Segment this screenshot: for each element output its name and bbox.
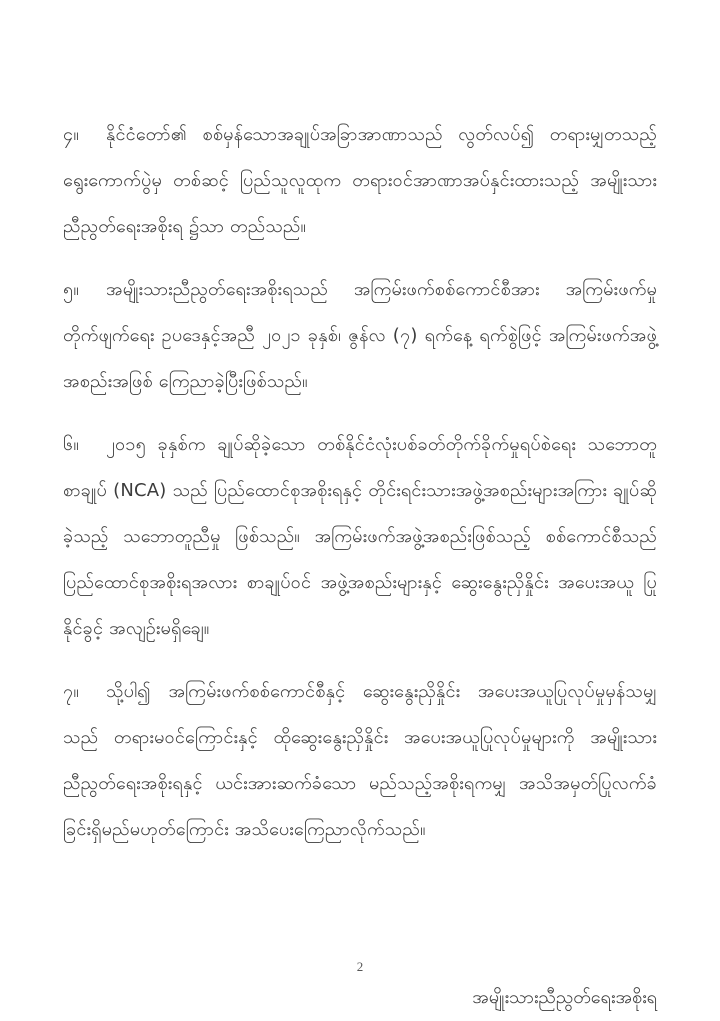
paragraph-6 — [63, 422, 657, 652]
paragraph-7-number: ၇။ — [63, 681, 79, 702]
paragraph-4-number: ၄။ — [63, 124, 79, 145]
paragraph-4 — [63, 112, 657, 250]
paragraph-5 — [63, 267, 657, 405]
paragraph-7-text: သို့ပါ၍ အကြမ်းဖက်စစ်ကောင်စီနှင့် ဆွေးနွေးညှိနှိုင်း အပေးအယူပြုလုပ်မှုမှန်သမျှ သည် တရားမဝင်ကြောင်းနှင့် ထိုဆွေးနွေးညှိနှိုင်း အပေးအယူပြုလုပ်မှုများကို အမျိုးသားညီညွတ်ရေးအစိုးရနှင့် ယင်းအားဆက်ခံသော မည်သည့်အစိုးရကမျှ အသိအမှတ်ပြုလက်ခံခြင်းရှိမည်မဟုတ်ကြောင်း အသိပေးကြေညာလိုက်သည်။ — [63, 681, 657, 840]
paragraph-6-number: ၆။ — [63, 434, 79, 455]
paragraph-5-number: ၅။ — [63, 279, 79, 300]
paragraph-6-text: ၂၀၁၅ ခုနှစ်က ချုပ်ဆိုခဲ့သော တစ်နိုင်ငံလုံးပစ်ခတ်တိုက်ခိုက်မှုရပ်စဲရေး သဘောတူ စာချုပ် (NCA) သည် ပြည်ထောင်စုအစိုးရနှင့် တိုင်းရင်းသားအဖွဲ့အစည်းများအကြား ချုပ်ဆိုခဲ့သည့် သဘောတူညီမှု ဖြစ်သည်။ အကြမ်းဖက်အဖွဲ့အစည်းဖြစ်သည့် စစ်ကောင်စီသည် ပြည်ထောင်စုအစိုးရအလား စာချုပ်ဝင် အဖွဲ့အစည်းများနှင့် ဆွေးနွေးညှိနှိုင်း အပေးအယူ ပြုနိုင်ခွင့် အလျဉ်းမရှိချေ။ — [63, 434, 657, 639]
paragraph-7 — [63, 669, 657, 853]
page-number: 2 — [356, 959, 364, 974]
signature-line: အမျိုးသားညီညွတ်ရေးအစိုးရ — [472, 987, 657, 1008]
document-body — [63, 112, 657, 1021]
paragraph-5-text: အမျိုးသားညီညွတ်ရေးအစိုးရသည် အကြမ်းဖက်စစ်ကောင်စီအား အကြမ်းဖက်မှု တိုက်ဖျက်ရေး ဥပဒေနှင့်အညီ ၂၀၂၁ ခုနှစ်၊ ဇွန်လ (၇) ရက်နေ့ ရက်စွဲဖြင့် အကြမ်းဖက်အဖွဲ့အစည်းအဖြစ် ကြေညာခဲ့ပြီးဖြစ်သည်။ — [63, 279, 657, 392]
paragraph-4-text: နိုင်ငံတော်၏ စစ်မှန်သောအချုပ်အခြာအာဏာသည် လွတ်လပ်၍ တရားမျှတသည့် ရွေးကောက်ပွဲမှ တစ်ဆင့် ပြည်သူလူထုက တရားဝင်အာဏာအပ်နှင်းထားသည့် အမျိုးသားညီညွတ်ရေးအစိုးရ ၌သာ တည်သည်။ — [63, 124, 657, 237]
